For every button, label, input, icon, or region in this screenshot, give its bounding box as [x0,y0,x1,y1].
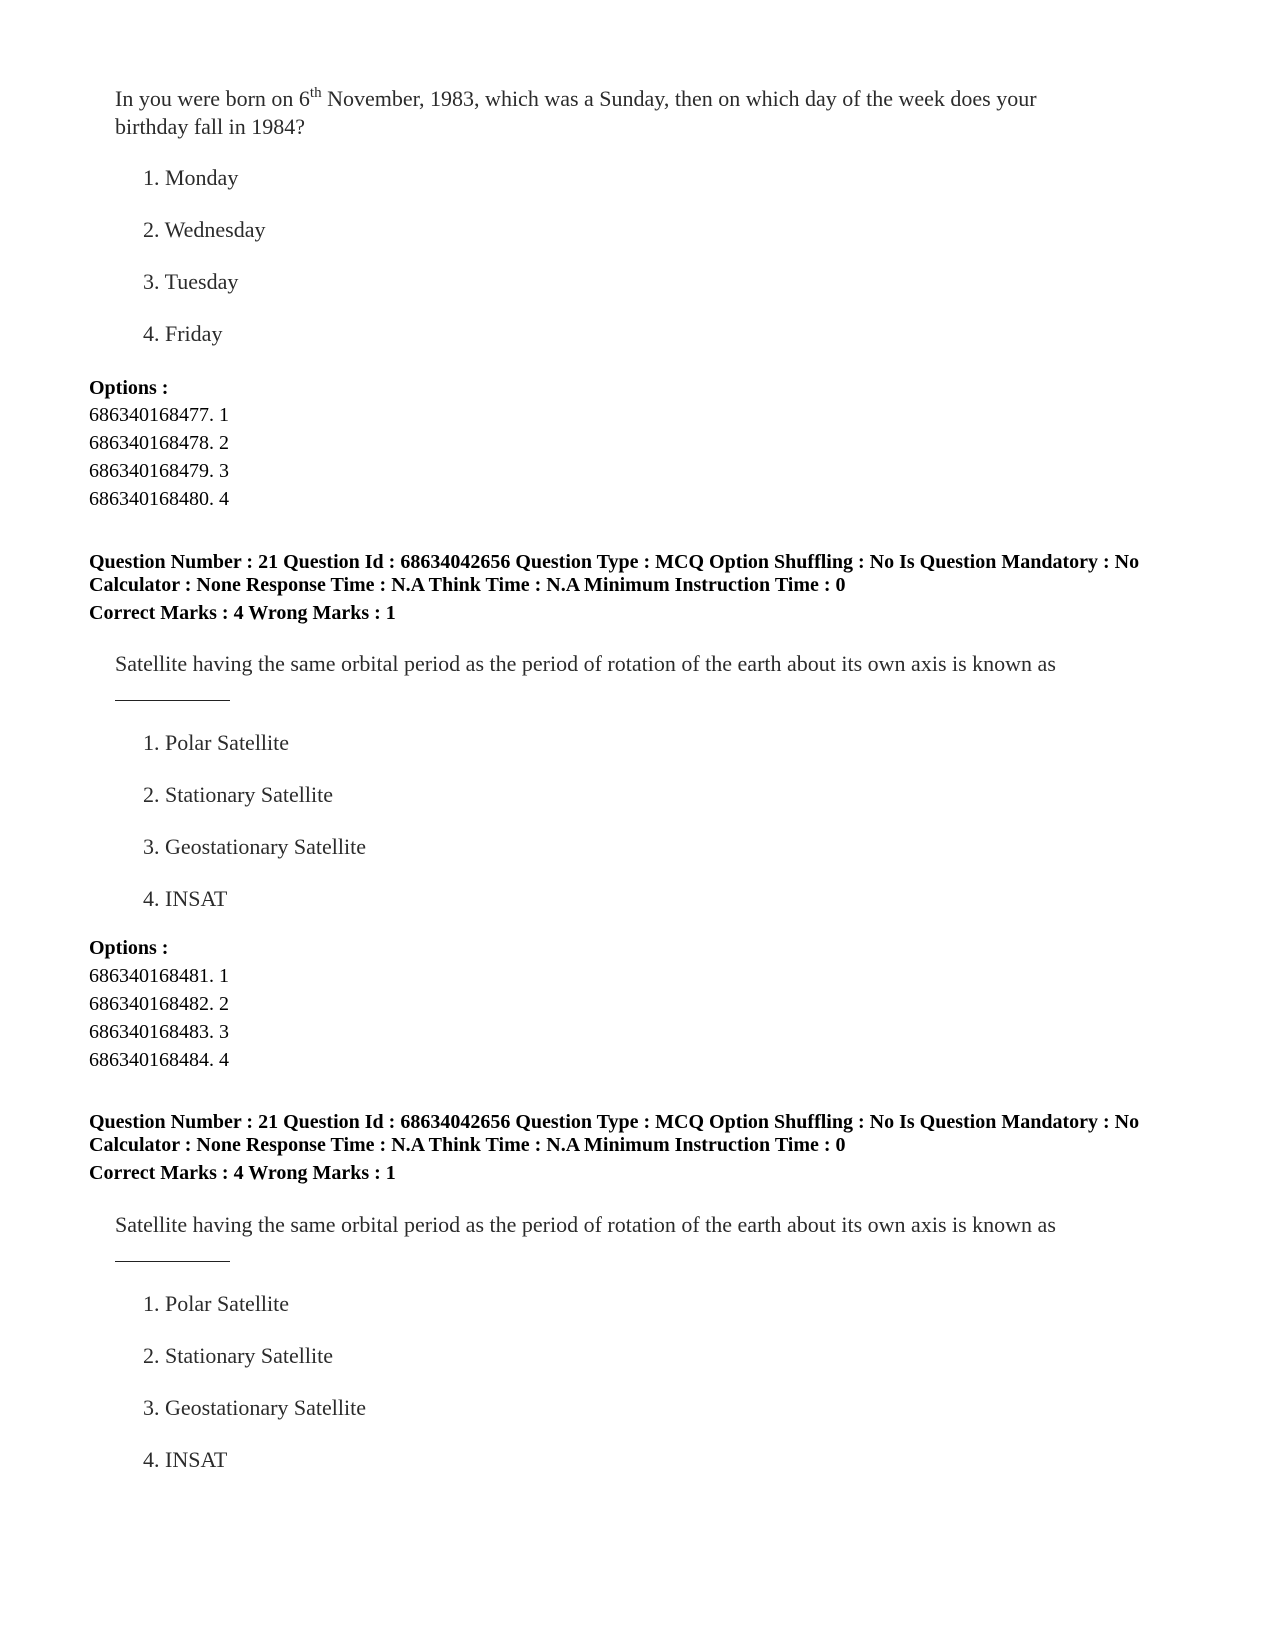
option-id-line: 686340168483. 3 [89,1021,229,1043]
marks-line: Correct Marks : 4 Wrong Marks : 1 [89,602,396,624]
choice-item: 4. Friday [143,321,223,346]
choice-item: 3. Tuesday [143,269,239,294]
options-label: Options : [89,937,169,959]
choice-item: 2. Stationary Satellite [143,1343,334,1368]
ordinal-superscript: th [309,85,322,101]
choice-item: 3. Geostationary Satellite [143,834,366,859]
option-id-line: 686340168477. 1 [89,404,229,426]
answer-blank [115,700,230,701]
option-id-line: 686340168482. 2 [89,993,229,1015]
question-text-part: In you were born on 6 [115,86,310,111]
options-label: Options : [89,377,169,399]
choice-item: 4. INSAT [143,886,228,911]
option-id-line: 686340168478. 2 [89,432,229,454]
choice-item: 4. INSAT [143,1447,228,1472]
question-text: Satellite having the same orbital period as the period of rotation of the earth about its own axis is known as [115,1212,1056,1237]
option-id-line: 686340168481. 1 [89,965,229,987]
question-text [115,85,1115,141]
question-meta: Question Number : 21 Question Id : 68634042656 Question Type : MCQ Option Shuffling : No Is Question Mandatory : No Calculator : None Response Time : N.A Think Time : N.A Minimum Instruction Time : 0 [89,551,1140,596]
choice-item: 1. Monday [143,165,239,190]
choice-item: 3. Geostationary Satellite [143,1395,366,1420]
question-meta: Question Number : 21 Question Id : 68634042656 Question Type : MCQ Option Shuffling : No Is Question Mandatory : No Calculator : None Response Time : N.A Think Time : N.A Minimum Instruction Time : 0 [89,1111,1140,1156]
choice-item: 2. Wednesday [143,217,266,242]
option-id-line: 686340168480. 4 [89,488,229,510]
choice-item: 1. Polar Satellite [143,1291,290,1316]
option-id-line: 686340168484. 4 [89,1049,229,1071]
question-text-part: November, 1983, which was a Sunday, then on which day of the week does your birthday fall in 1984? [115,86,1037,139]
choice-item: 1. Polar Satellite [143,730,290,755]
marks-line: Correct Marks : 4 Wrong Marks : 1 [89,1162,396,1184]
option-id-line: 686340168479. 3 [89,460,229,482]
question-text: Satellite having the same orbital period as the period of rotation of the earth about its own axis is known as [115,651,1056,676]
choice-item: 2. Stationary Satellite [143,782,334,807]
answer-blank [115,1261,230,1262]
